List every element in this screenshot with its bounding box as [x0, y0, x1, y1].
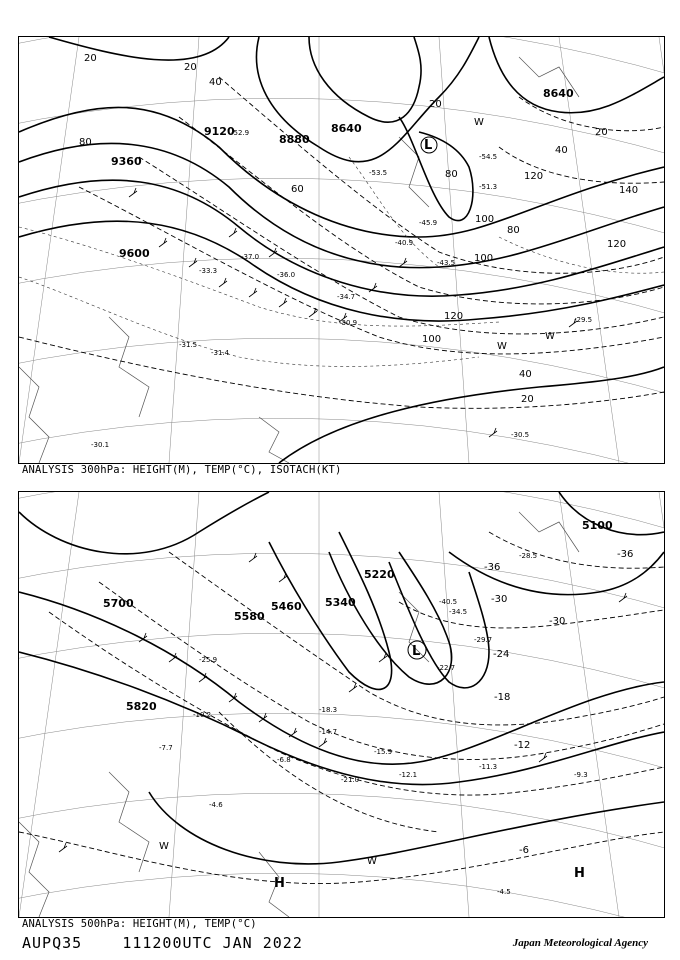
height-label: 5460 — [271, 600, 302, 613]
height-label: 8880 — [279, 133, 310, 146]
isotach-label: 100 — [422, 334, 442, 345]
high-pressure-symbol: H — [574, 866, 585, 881]
warm-symbol: W — [497, 341, 507, 352]
temp-label: -34.7 — [337, 293, 356, 301]
temp-contour-label: -24 — [493, 649, 510, 660]
temp-label: -54.5 — [479, 153, 498, 161]
isotach-label: 20 — [595, 127, 608, 138]
obs-label: -25.9 — [199, 656, 218, 664]
obs-label: -4.5 — [497, 888, 511, 896]
map-300hpa — [18, 36, 665, 464]
isotach-label: 140 — [619, 185, 639, 196]
obs-label: -9.3 — [574, 771, 588, 779]
temp-contour-label: -36 — [484, 562, 501, 573]
temp-label: -31.5 — [179, 341, 198, 349]
temp-label: -36.0 — [277, 271, 296, 279]
temp-label: -31.4 — [211, 349, 230, 357]
isotach-label: 20 — [84, 53, 97, 64]
height-label: 5700 — [103, 597, 134, 610]
isotach-label: 120 — [607, 239, 627, 250]
temp-contour-label: -30 — [549, 616, 566, 627]
height-label: 8640 — [543, 87, 574, 100]
agency-name: Japan Meteorological Agency — [512, 937, 648, 949]
temp-contour-label: -18 — [494, 692, 511, 703]
map-500hpa-drawing — [19, 492, 664, 917]
height-label: 5100 — [582, 519, 613, 532]
temp-label: -30.1 — [91, 441, 110, 449]
isotach-label: 80 — [507, 225, 520, 236]
height-label: 9120 — [204, 125, 235, 138]
height-label: 5220 — [364, 568, 395, 581]
temp-contour-label: -30 — [491, 594, 508, 605]
temp-label: -37.0 — [241, 253, 260, 261]
temp-label: -51.3 — [479, 183, 498, 191]
isotach-label: 80 — [445, 169, 458, 180]
height-label: 9600 — [119, 247, 150, 260]
temp-contour-label: -36 — [617, 549, 634, 560]
isotach-label: 40 — [209, 77, 222, 88]
warm-symbol: W — [159, 841, 169, 852]
chart-identifier — [22, 934, 303, 952]
obs-label: -15.9 — [374, 748, 393, 756]
obs-label: -10.2 — [193, 711, 212, 719]
temperature-contours — [19, 532, 664, 884]
obs-label: -34.5 — [449, 608, 468, 616]
high-pressure-symbol: H — [274, 876, 285, 891]
obs-label: -18.3 — [319, 706, 338, 714]
isotach-label: 120 — [444, 311, 464, 322]
map-500hpa — [18, 491, 665, 918]
obs-label: -7.7 — [159, 744, 173, 752]
isotach-label: 100 — [475, 214, 495, 225]
caption-500hpa: ANALYSIS 500hPa: HEIGHT(M), TEMP(°C) — [22, 918, 257, 930]
low-pressure-symbol: L — [424, 138, 433, 153]
warm-symbol: W — [367, 856, 377, 867]
height-contours — [19, 492, 664, 864]
low-pressure-symbol: L — [412, 644, 421, 659]
isotach-label: 20 — [521, 394, 534, 405]
valid-time: 111200UTC JAN 2022 — [122, 934, 303, 952]
obs-label: -12.1 — [399, 771, 418, 779]
obs-label: -4.6 — [209, 801, 223, 809]
height-label: 9360 — [111, 155, 142, 168]
graticule — [19, 492, 664, 917]
obs-label: -29.7 — [474, 636, 493, 644]
warm-symbol: W — [545, 331, 555, 342]
temp-label: -30.9 — [339, 319, 358, 327]
height-label: 5580 — [234, 610, 265, 623]
temp-contour-label: -6 — [519, 845, 529, 856]
map-300hpa-drawing — [19, 37, 664, 463]
temp-label: -45.9 — [419, 219, 438, 227]
obs-label: -22.7 — [437, 664, 456, 672]
obs-label: -21.0 — [341, 776, 360, 784]
warm-symbol: W — [474, 117, 484, 128]
isotach-label: 20 — [184, 62, 197, 73]
temp-label: -53.5 — [369, 169, 388, 177]
obs-label: -6.8 — [277, 756, 291, 764]
obs-label: -11.3 — [479, 763, 498, 771]
temperature-lines — [19, 157, 664, 366]
isotach-label: 40 — [555, 145, 568, 156]
temp-label: -33.3 — [199, 267, 218, 275]
temp-label: -43.5 — [437, 259, 456, 267]
obs-label: -40.5 — [439, 598, 458, 606]
isotach-label: 120 — [524, 171, 544, 182]
obs-label: -28.5 — [519, 552, 538, 560]
isotach-label: 60 — [291, 184, 304, 195]
product-id: AUPQ35 — [22, 934, 83, 952]
temp-label: -29.5 — [574, 316, 593, 324]
caption-300hpa: ANALYSIS 300hPa: HEIGHT(M), TEMP(°C), ISOTACH(KT) — [22, 464, 342, 476]
isotach-label: 40 — [519, 369, 532, 380]
temp-label: -30.5 — [511, 431, 530, 439]
height-label: 5340 — [325, 596, 356, 609]
temp-label: -40.9 — [395, 239, 414, 247]
isotach-label: 80 — [79, 137, 92, 148]
height-label: 5820 — [126, 700, 157, 713]
temp-label: -52.9 — [231, 129, 250, 137]
height-label: 8640 — [331, 122, 362, 135]
temp-contour-label: -12 — [514, 740, 531, 751]
isotach-label: 100 — [474, 253, 494, 264]
isotach-label: 20 — [429, 99, 442, 110]
obs-label: -14.7 — [319, 728, 338, 736]
